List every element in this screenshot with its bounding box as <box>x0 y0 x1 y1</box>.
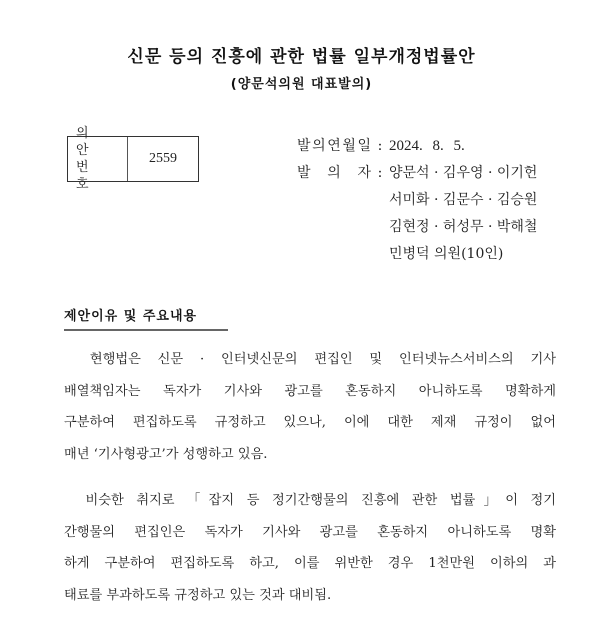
proposal-date-label: 발 의 연 월 일 <box>297 138 371 154</box>
bill-number-label-line2: 번 호 <box>76 160 97 192</box>
paragraph-line: 간행물의 편집인은 독자가 기사와 광고를 혼동하지 아니하도록 명확 <box>64 524 556 540</box>
paragraph-line: 현행법은 신문 · 인터넷신문의 편집인 및 인터넷뉴스서비스의 기사 <box>64 352 556 367</box>
proposers-line: 김현정 · 허성무 · 박해철 <box>389 219 538 235</box>
bill-number-value: 2559 <box>149 151 177 166</box>
bill-number-label <box>68 126 128 192</box>
proposal-date-value: 2024. 8. 5. <box>389 138 465 154</box>
document-subtitle: (양문석의원 대표발의) <box>230 77 373 92</box>
body-paragraph-2 <box>64 485 556 611</box>
colon: : <box>377 165 383 181</box>
proposers-row <box>297 162 537 189</box>
body-paragraph-1 <box>64 344 556 470</box>
bill-meta <box>297 135 537 270</box>
proposers-label: 발 의 자 <box>297 165 371 181</box>
paragraph-line: 구분하여 편집하도록 규정하고 있으나, 이에 대한 제재 규정이 없어 <box>64 415 556 430</box>
paragraph-line: 비슷한 취지로 「잡지 등 정기간행물의 진흥에 관한 법률」이 정기 <box>64 493 556 508</box>
proposers-line: 서미화 · 김문수 · 김승원 <box>389 192 538 208</box>
section-heading: 제안이유 및 주요내용 <box>64 305 228 331</box>
bill-number-box <box>67 126 199 192</box>
proposers-line: 민병덕 의원(10인) <box>389 246 504 262</box>
paragraph-line: 태료를 부과하도록 규정하고 있는 것과 대비됨. <box>64 587 332 603</box>
paragraph-line: 배열책임자는 독자가 기사와 광고를 혼동하지 아니하도록 명확하게 <box>64 383 556 399</box>
proposers-line: 양문석 · 김우영 · 이기헌 <box>389 165 538 181</box>
proposal-date-row <box>297 135 537 162</box>
colon: : <box>377 138 383 154</box>
bill-number-label-line1: 의 안 <box>76 126 97 158</box>
document-title: 신문 등의 진흥에 관한 법률 일부개정법률안 <box>127 47 476 67</box>
paragraph-line: 하게 구분하여 편집하도록 하고, 이를 위반한 경우 1천만원 이하의 과 <box>64 556 556 571</box>
paragraph-line: 매년 ‘기사형광고’가 성행하고 있음. <box>64 446 268 462</box>
